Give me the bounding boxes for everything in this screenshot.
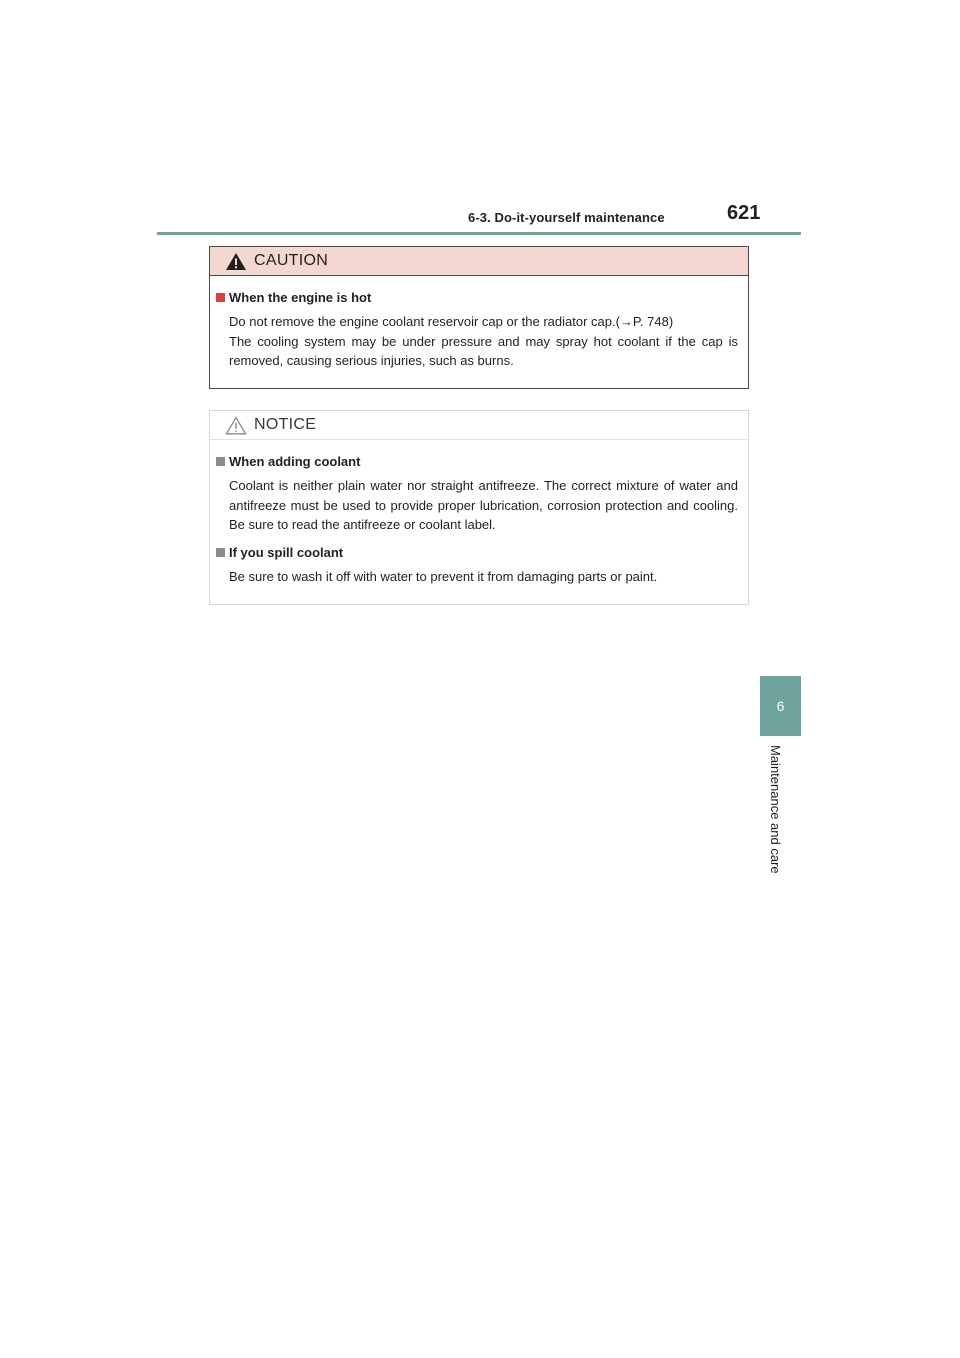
warning-triangle-outline-icon	[225, 416, 247, 435]
caution-body	[210, 276, 748, 371]
caution-text-line: The cooling system may be under pressure and may spray hot coolant if the cap is removed, causing serious injuries, such as burns.	[229, 333, 738, 368]
bullet-square	[216, 457, 225, 466]
notice-item-title	[216, 454, 738, 469]
bullet-square	[216, 548, 225, 557]
notice-box	[209, 410, 749, 605]
chapter-number: 6	[776, 698, 785, 714]
caution-box	[209, 246, 749, 389]
header-rule	[157, 232, 801, 235]
chapter-tab	[760, 676, 801, 736]
notice-body	[210, 440, 748, 586]
caution-item-text	[216, 312, 738, 371]
notice-item-title-text: When adding coolant	[229, 454, 361, 469]
caution-text-line: Do not remove the engine coolant reservoir cap or the radiator cap.(→P. 748)	[229, 314, 674, 329]
header-section-title: 6-3. Do-it-yourself maintenance	[468, 210, 665, 225]
notice-item-title	[216, 545, 738, 560]
notice-label: NOTICE	[254, 416, 317, 433]
notice-header	[210, 411, 748, 440]
notice-item-text	[216, 567, 738, 587]
notice-item-text	[216, 476, 738, 535]
notice-text-line: Coolant is neither plain water nor straight antifreeze. The correct mixture of water and antifreeze must be used to provide proper lubrication, corrosion protection and cooling. Be sure to read the antifreeze or coolant label.	[229, 478, 738, 532]
caution-item-title	[216, 290, 738, 305]
caution-item	[216, 290, 738, 371]
warning-triangle-icon	[225, 252, 247, 271]
notice-text-line: Be sure to wash it off with water to prevent it from damaging parts or paint.	[229, 568, 658, 584]
bullet-square	[216, 293, 225, 302]
notice-item	[216, 454, 738, 535]
caution-header	[210, 247, 748, 276]
caution-item-title-text: When the engine is hot	[229, 290, 372, 305]
notice-item	[216, 545, 738, 587]
caution-label: CAUTION	[254, 252, 329, 269]
notice-item-title-text: If you spill coolant	[229, 544, 344, 560]
chapter-title: Maintenance and care	[768, 745, 783, 874]
page-number: 621	[727, 202, 761, 224]
